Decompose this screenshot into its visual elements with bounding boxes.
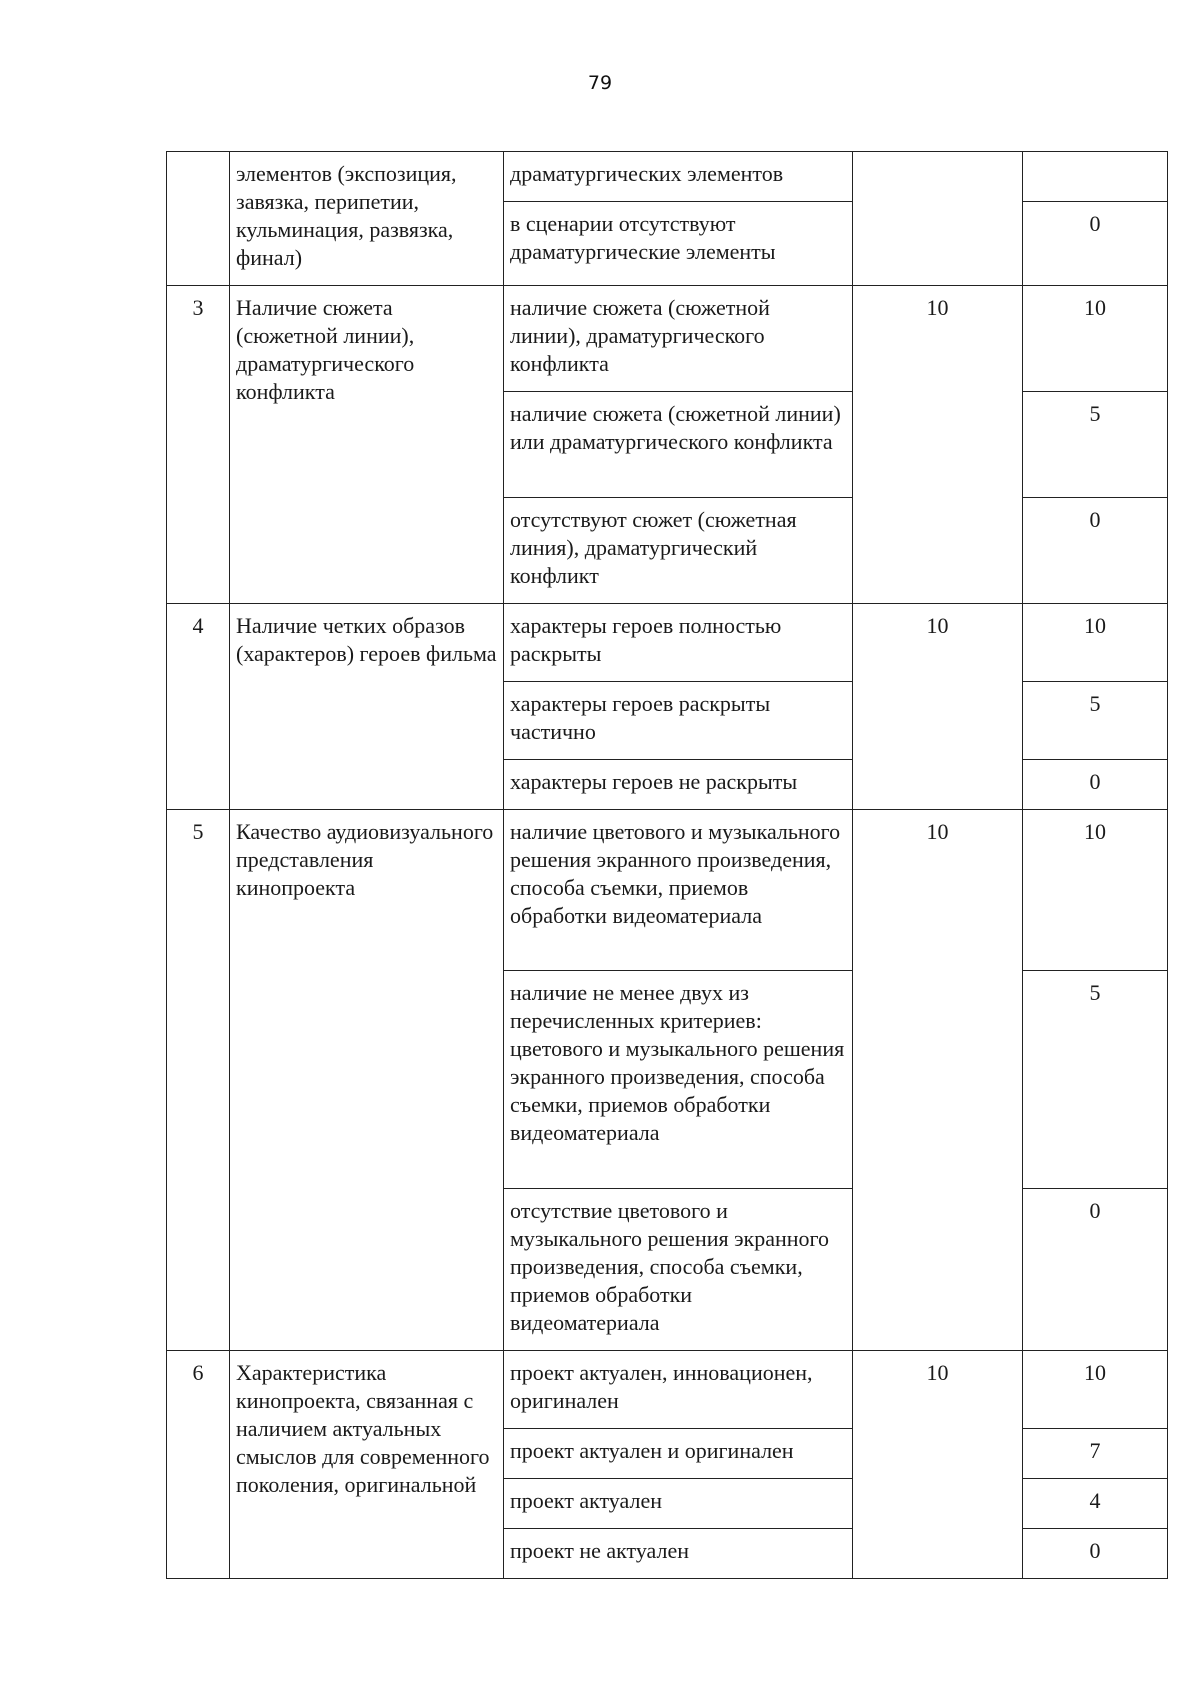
- criterion-name-cell: Наличие четких образов (характеров) героев фильма: [230, 604, 504, 810]
- criterion-number-cell: 3: [167, 286, 230, 604]
- table-row: [167, 810, 1168, 971]
- option-score-cell: [1023, 152, 1168, 202]
- option-description-cell: проект не актуален: [504, 1529, 853, 1579]
- option-description-cell: в сценарии отсутствуют драматургические элементы: [504, 202, 853, 286]
- option-description-cell: наличие цветового и музыкального решения экранного произведения, способа съемки, приемов обработки видеоматериала: [504, 810, 853, 971]
- table-row: [167, 1351, 1168, 1429]
- option-score-cell: 0: [1023, 498, 1168, 604]
- option-score-cell: 5: [1023, 971, 1168, 1189]
- table-row: [167, 604, 1168, 682]
- option-score-cell: 7: [1023, 1429, 1168, 1479]
- max-score-cell: 10: [853, 1351, 1023, 1579]
- option-description-cell: проект актуален, инновационен, оригинален: [504, 1351, 853, 1429]
- option-description-cell: отсутствие цветового и музыкального решения экранного произведения, способа съемки, приемов обработки видеоматериала: [504, 1189, 853, 1351]
- option-score-cell: 10: [1023, 1351, 1168, 1429]
- page-number: 79: [587, 72, 613, 94]
- criterion-number-cell: 5: [167, 810, 230, 1351]
- option-score-cell: 0: [1023, 1189, 1168, 1351]
- criterion-name-cell: Характеристика кинопроекта, связанная с наличием актуальных смыслов для современного поколения, оригинальной: [230, 1351, 504, 1579]
- criterion-name-cell: Наличие сюжета (сюжетной линии), драматургического конфликта: [230, 286, 504, 604]
- max-score-cell: 10: [853, 604, 1023, 810]
- max-score-cell: 10: [853, 810, 1023, 1351]
- option-description-cell: наличие не менее двух из перечисленных критериев: цветового и музыкального решения экранного произведения, способа съемки, приемов обработки видеоматериала: [504, 971, 853, 1189]
- criterion-number-cell: [167, 152, 230, 286]
- option-score-cell: 5: [1023, 392, 1168, 498]
- option-description-cell: наличие сюжета (сюжетной линии), драматургического конфликта: [504, 286, 853, 392]
- option-score-cell: 0: [1023, 1529, 1168, 1579]
- criterion-name-cell: Качество аудиовизуального представления кинопроекта: [230, 810, 504, 1351]
- max-score-cell: [853, 152, 1023, 286]
- option-score-cell: 0: [1023, 202, 1168, 286]
- criterion-number-cell: 4: [167, 604, 230, 810]
- max-score-cell: 10: [853, 286, 1023, 604]
- criterion-number-cell: 6: [167, 1351, 230, 1579]
- criterion-name-cell: элементов (экспозиция, завязка, перипетии, кульминация, развязка, финал): [230, 152, 504, 286]
- table-row: [167, 286, 1168, 392]
- option-score-cell: 5: [1023, 682, 1168, 760]
- option-score-cell: 0: [1023, 760, 1168, 810]
- option-score-cell: 4: [1023, 1479, 1168, 1529]
- option-description-cell: отсутствуют сюжет (сюжетная линия), драматургический конфликт: [504, 498, 853, 604]
- option-description-cell: характеры героев раскрыты частично: [504, 682, 853, 760]
- option-score-cell: 10: [1023, 286, 1168, 392]
- option-score-cell: 10: [1023, 810, 1168, 971]
- option-description-cell: проект актуален и оригинален: [504, 1429, 853, 1479]
- option-description-cell: наличие сюжета (сюжетной линии) или драматургического конфликта: [504, 392, 853, 498]
- option-score-cell: 10: [1023, 604, 1168, 682]
- option-description-cell: проект актуален: [504, 1479, 853, 1529]
- option-description-cell: характеры героев не раскрыты: [504, 760, 853, 810]
- option-description-cell: драматургических элементов: [504, 152, 853, 202]
- option-description-cell: характеры героев полностью раскрыты: [504, 604, 853, 682]
- table-row: [167, 152, 1168, 202]
- criteria-table: [166, 151, 1168, 1579]
